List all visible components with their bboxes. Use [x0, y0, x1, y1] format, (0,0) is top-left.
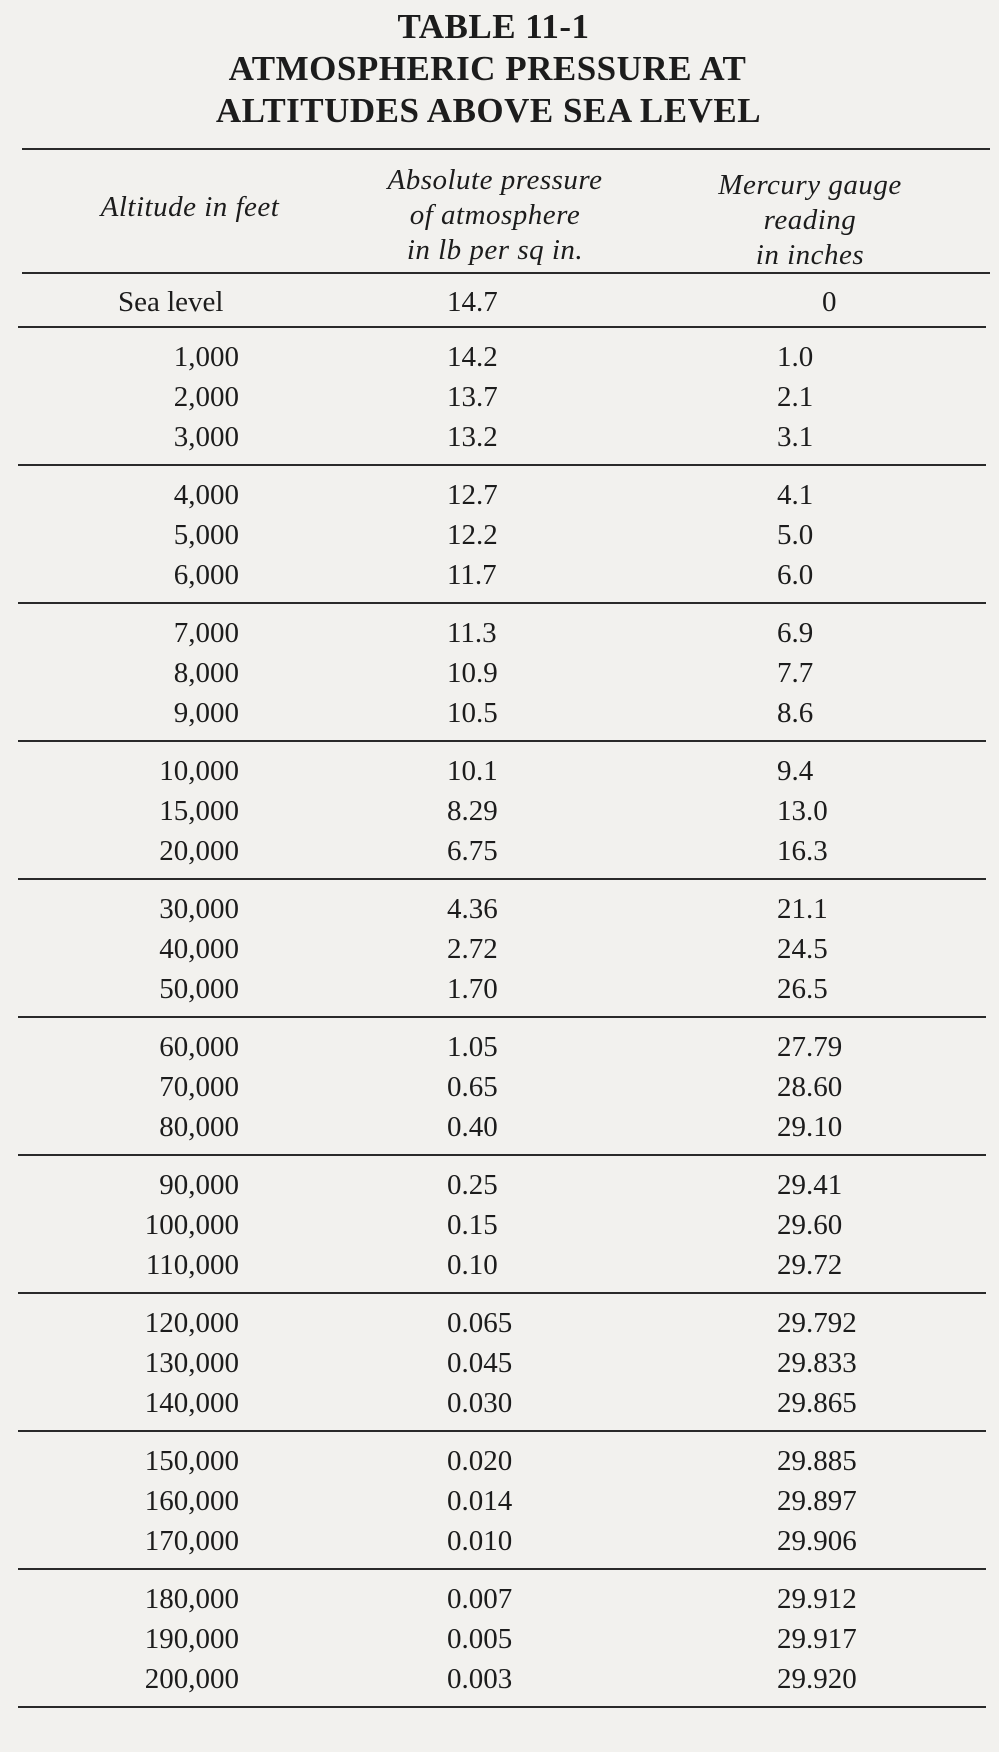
gauge-cell: 7.7: [777, 657, 814, 689]
altitude-cell: 6,000: [173, 559, 239, 591]
table-row: [0, 751, 999, 792]
gauge-cell: 28.60: [777, 1071, 843, 1103]
gauge-cell: 27.79: [777, 1031, 843, 1063]
group-rule: [18, 878, 986, 880]
gauge-cell: 13.0: [777, 795, 828, 827]
gauge-cell: 29.833: [777, 1347, 857, 1379]
table-row: [0, 1579, 999, 1620]
table-row: [0, 1343, 999, 1384]
pressure-cell: 0.003: [447, 1663, 513, 1695]
altitude-cell: 10,000: [159, 755, 239, 787]
gauge-cell: 29.920: [777, 1663, 857, 1695]
altitude-cell: 30,000: [159, 893, 239, 925]
altitude-cell: 15,000: [159, 795, 239, 827]
table-row: [0, 475, 999, 516]
table-row: [0, 1165, 999, 1206]
gauge-cell: 29.792: [777, 1307, 857, 1339]
gauge-cell: 1.0: [777, 341, 814, 373]
pressure-cell: 0.045: [447, 1347, 513, 1379]
pressure-cell: 1.05: [447, 1031, 498, 1063]
altitude-cell: 40,000: [159, 933, 239, 965]
gauge-cell: 0: [822, 286, 837, 318]
pressure-cell: 0.65: [447, 1071, 498, 1103]
table-row: [0, 1067, 999, 1108]
gauge-cell: 6.9: [777, 617, 814, 649]
pressure-cell: 10.5: [447, 697, 498, 729]
table-row: [0, 613, 999, 654]
pressure-cell: 0.15: [447, 1209, 498, 1241]
table-row: [0, 791, 999, 832]
pressure-cell: 2.72: [447, 933, 498, 965]
altitude-cell: 5,000: [173, 519, 239, 551]
pressure-cell: 0.10: [447, 1249, 498, 1281]
table-row: [0, 377, 999, 418]
altitude-cell: 150,000: [144, 1445, 239, 1477]
table-row: [0, 1481, 999, 1522]
table-row: [0, 831, 999, 872]
table-row: [0, 693, 999, 734]
pressure-cell: 11.7: [447, 559, 497, 591]
pressure-cell: 0.40: [447, 1111, 498, 1143]
table-row: [0, 1659, 999, 1700]
pressure-cell: 13.7: [447, 381, 498, 413]
table-title-line-1: ATMOSPHERIC PRESSURE AT: [228, 49, 747, 88]
table-row: [0, 1303, 999, 1344]
gauge-cell: 26.5: [777, 973, 828, 1005]
group-rule: [18, 1706, 986, 1708]
pressure-cell: 0.005: [447, 1623, 513, 1655]
altitude-cell: 200,000: [144, 1663, 239, 1695]
pressure-cell: 0.014: [447, 1485, 513, 1517]
table-row: [0, 1027, 999, 1068]
header-pressure: Absolute pressure of atmosphere in lb per sq in.: [387, 164, 603, 266]
table-row: [0, 929, 999, 970]
table-row: [0, 282, 999, 323]
altitude-cell: 160,000: [144, 1485, 239, 1517]
pressure-cell: 0.065: [447, 1307, 513, 1339]
gauge-cell: 16.3: [777, 835, 828, 867]
altitude-cell: 140,000: [144, 1387, 239, 1419]
table-row: [0, 1619, 999, 1660]
pressure-cell: 14.7: [447, 286, 498, 318]
gauge-cell: 2.1: [777, 381, 814, 413]
altitude-cell: 50,000: [159, 973, 239, 1005]
pressure-cell: 10.1: [447, 755, 498, 787]
pressure-cell: 14.2: [447, 341, 498, 373]
gauge-cell: 4.1: [777, 479, 814, 511]
pressure-cell: 0.25: [447, 1169, 498, 1201]
altitude-cell: 2,000: [173, 381, 239, 413]
table-row: [0, 1521, 999, 1562]
pressure-cell: 4.36: [447, 893, 498, 925]
table-row: [0, 1245, 999, 1286]
pressure-cell: 11.3: [447, 617, 497, 649]
gauge-cell: 29.912: [777, 1583, 857, 1615]
group-rule: [18, 1016, 986, 1018]
group-rule: [18, 1430, 986, 1432]
altitude-cell: Sea level: [118, 286, 224, 318]
gauge-cell: 29.865: [777, 1387, 857, 1419]
altitude-cell: 80,000: [159, 1111, 239, 1143]
pressure-cell: 12.7: [447, 479, 498, 511]
altitude-cell: 3,000: [173, 421, 239, 453]
altitude-cell: 180,000: [144, 1583, 239, 1615]
group-rule: [18, 1154, 986, 1156]
gauge-cell: 6.0: [777, 559, 814, 591]
gauge-cell: 5.0: [777, 519, 814, 551]
gauge-cell: 29.41: [777, 1169, 843, 1201]
gauge-cell: 29.72: [777, 1249, 843, 1281]
header-altitude: Altitude in feet: [100, 191, 280, 223]
group-rule: [18, 1292, 986, 1294]
gauge-cell: 21.1: [777, 893, 828, 925]
table-row: [0, 1107, 999, 1148]
table-row: [0, 1205, 999, 1246]
gauge-cell: 29.917: [777, 1623, 857, 1655]
header-gauge: Mercury gauge reading in inches: [718, 169, 902, 271]
gauge-cell: 8.6: [777, 697, 814, 729]
table-row: [0, 969, 999, 1010]
altitude-cell: 90,000: [159, 1169, 239, 1201]
pressure-cell: 8.29: [447, 795, 498, 827]
gauge-cell: 29.897: [777, 1485, 857, 1517]
altitude-cell: 4,000: [173, 479, 239, 511]
table-row: [0, 417, 999, 458]
altitude-cell: 130,000: [144, 1347, 239, 1379]
altitude-cell: 190,000: [144, 1623, 239, 1655]
table-row: [0, 337, 999, 378]
altitude-cell: 120,000: [144, 1307, 239, 1339]
altitude-cell: 8,000: [173, 657, 239, 689]
pressure-cell: 1.70: [447, 973, 498, 1005]
gauge-cell: 9.4: [777, 755, 814, 787]
altitude-cell: 100,000: [144, 1209, 239, 1241]
gauge-cell: 3.1: [777, 421, 814, 453]
altitude-cell: 20,000: [159, 835, 239, 867]
pressure-cell: 0.030: [447, 1387, 513, 1419]
group-rule: [18, 602, 986, 604]
gauge-cell: 24.5: [777, 933, 828, 965]
gauge-cell: 29.60: [777, 1209, 843, 1241]
group-rule: [18, 464, 986, 466]
pressure-cell: 13.2: [447, 421, 498, 453]
table-number: TABLE 11-1: [397, 7, 590, 46]
table-row: [0, 555, 999, 596]
table-row: [0, 1383, 999, 1424]
pressure-cell: 10.9: [447, 657, 498, 689]
pressure-cell: 0.020: [447, 1445, 513, 1477]
altitude-cell: 1,000: [173, 341, 239, 373]
altitude-cell: 110,000: [145, 1249, 239, 1281]
group-rule: [18, 1568, 986, 1570]
altitude-cell: 170,000: [144, 1525, 239, 1557]
pressure-cell: 6.75: [447, 835, 498, 867]
gauge-cell: 29.906: [777, 1525, 857, 1557]
table-row: [0, 889, 999, 930]
altitude-cell: 70,000: [159, 1071, 239, 1103]
table-row: [0, 515, 999, 556]
gauge-cell: 29.885: [777, 1445, 857, 1477]
gauge-cell: 29.10: [777, 1111, 843, 1143]
table-row: [0, 653, 999, 694]
table-row: [0, 1441, 999, 1482]
table-title-line-2: ALTITUDES ABOVE SEA LEVEL: [215, 91, 762, 130]
altitude-cell: 60,000: [159, 1031, 239, 1063]
pressure-cell: 0.007: [447, 1583, 513, 1615]
group-rule: [18, 740, 986, 742]
pressure-cell: 12.2: [447, 519, 498, 551]
altitude-cell: 7,000: [173, 617, 239, 649]
group-rule: [18, 326, 986, 328]
pressure-cell: 0.010: [447, 1525, 513, 1557]
altitude-cell: 9,000: [173, 697, 239, 729]
